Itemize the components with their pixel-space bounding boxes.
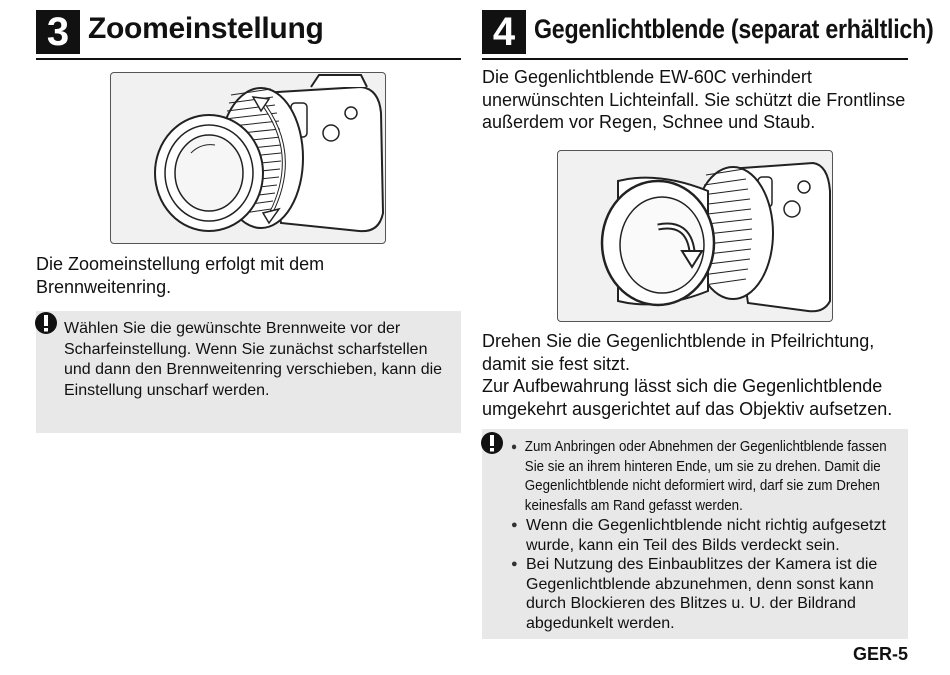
camera-lens-drawing	[111, 73, 385, 243]
section-title: Zoomeinstellung	[88, 12, 324, 45]
page-number: GER-5	[852, 644, 908, 664]
caution-icon	[480, 431, 504, 455]
hood-intro-text: Die Gegenlichtblende EW-60C verhindert unerwünschten Lichteinfall. Sie schützt die Frontlinse außerdem vor Regen, Schnee und Staub.	[482, 67, 906, 132]
zoom-body-text: Die Zoomeinstellung erfolgt mit dem Brennweitenring.	[36, 254, 325, 297]
section-title: Gegenlichtblende (separat erhältlich)	[534, 14, 934, 44]
caution-box	[36, 311, 461, 433]
lens-hood-drawing	[558, 151, 832, 321]
caution-text: Wählen Sie die gewünschte Brennweite vor der Scharfeinstellung. Wenn Sie zunächst scharfstellen und dann den Brennweitenring verschieben, kann die Einstellung unscharf werden.	[64, 320, 443, 399]
section-header	[482, 6, 934, 60]
hood-instruction-1: Drehen Sie die Gegenlichtblende in Pfeilrichtung, damit sie fest sitzt.	[482, 331, 875, 374]
step-number-badge: 3	[36, 10, 80, 54]
caution-box	[482, 429, 908, 639]
list-item: ● Wenn die Gegenlichtblende nicht richtig aufgesetzt wurde, kann ein Teil des Bilds verdeckt sein.	[511, 516, 893, 555]
caution-icon	[34, 311, 58, 335]
lens-hood-illustration	[557, 150, 833, 322]
list-item: ● Bei Nutzung des Einbaublitzes der Kamera ist die Gegenlichtblende abzunehmen, denn sonst kann durch Blockieren des Blitzes u. U. der Bildrand abgedunkelt werden.	[511, 555, 893, 633]
zoom-ring-illustration	[110, 72, 386, 244]
step-number-badge: 4	[482, 10, 526, 54]
list-item: ● Zum Anbringen oder Abnehmen der Gegenlichtblende fassen Sie sie an ihrem hinteren Ende, um sie zu drehen. Damit die Gegenlichtblende nicht deformiert wird, darf sie zum Drehen keinesfalls am Rand gefasst werden.	[511, 438, 904, 516]
section-header	[36, 6, 461, 60]
hood-instruction-2: Zur Aufbewahrung lässt sich die Gegenlichtblende umgekehrt ausgerichtet auf das Objektiv aufsetzen.	[482, 376, 893, 419]
caution-list	[511, 438, 893, 633]
